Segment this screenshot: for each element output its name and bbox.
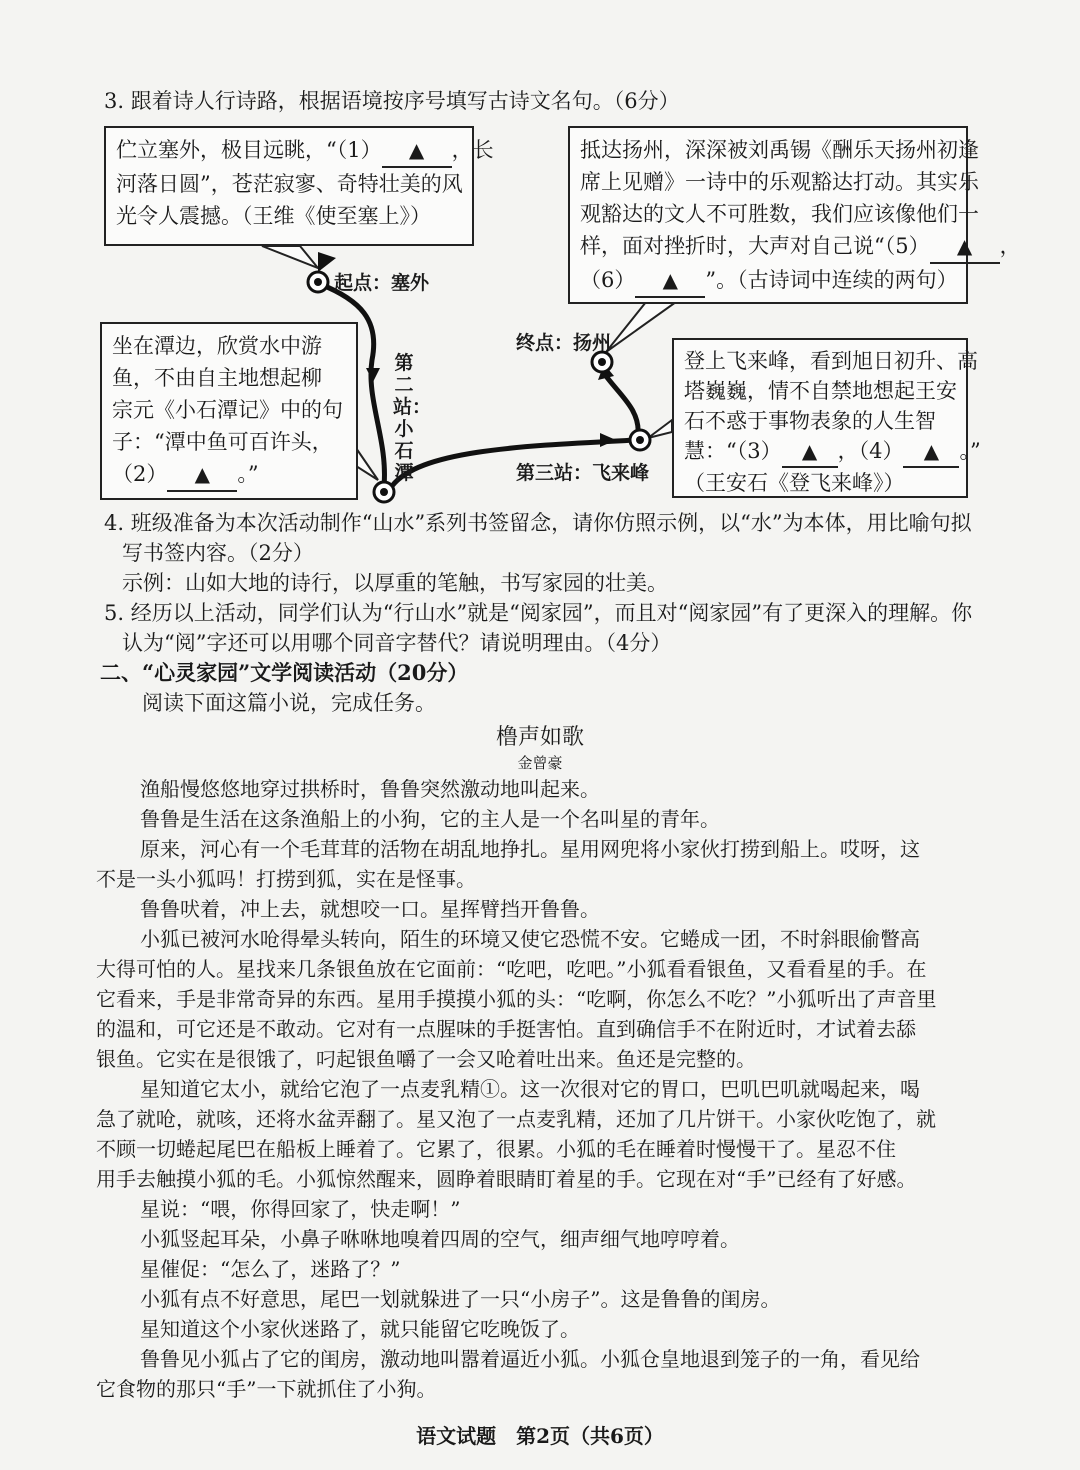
box3-pointer bbox=[356, 448, 378, 480]
box3-line4: 子：“潭中鱼可百许头， bbox=[112, 430, 333, 454]
answer-blank-4[interactable]: ▲ bbox=[903, 436, 959, 468]
box2-line3: 观豁达的文人不可胜数，我们应该像他们一 bbox=[580, 202, 979, 226]
answer-blank-6[interactable]: ▲ bbox=[635, 264, 705, 298]
label-second-stop: 第二站：小石潭 bbox=[393, 352, 432, 484]
answer-blank-2[interactable]: ▲ bbox=[167, 458, 237, 492]
story-line: 鲁鲁吠着，冲上去，就想咬一口。星挥臂挡开鲁鲁。 bbox=[140, 897, 600, 921]
story-line: 不是一头小狐吗！打捞到狐，实在是怪事。 bbox=[96, 867, 476, 891]
story-line: 急了就呛，就咳，还将水盆弄翻了。星又泡了一点麦乳精，还加了几片饼干。小家伙吃饱了，就 bbox=[96, 1107, 936, 1131]
story-line: 用手去触摸小狐的毛。小狐惊然醒来，圆睁着眼睛盯着星的手。它现在对“手”已经有了好感。 bbox=[96, 1167, 917, 1191]
story-line: 的温和，可它还是不敢动。它对有一点腥味的手挺害怕。直到确信手不在附近时，才试着去舔 bbox=[96, 1017, 916, 1041]
box3-line3: 宗元《小石潭记》中的句 bbox=[112, 398, 343, 422]
box3-line1: 坐在潭边，欣赏水中游 bbox=[112, 334, 322, 358]
story-line: 小狐已被河水呛得晕头转向，陌生的环境又使它恐慌不安。它蜷成一团，不时斜眼偷瞥高 bbox=[140, 927, 920, 951]
box-liuyuxi: 抵达扬州，深深被刘禹锡《酬乐天扬州初逢 席上见赠》一诗中的乐观豁达打动。其实乐 观豁达的文人不可胜数，我们应该像他们一 样，面对挫折时，大声对自己说“（5） ▲ ， （6） ▲ ”。（古诗词中连续的两句） bbox=[568, 126, 968, 304]
answer-blank-1[interactable]: ▲ bbox=[382, 134, 452, 168]
box-wangwei bbox=[104, 126, 494, 246]
story-line: 鲁鲁是生活在这条渔船上的小狗，它的主人是一个名叫星的青年。 bbox=[140, 807, 720, 831]
box2-pointer bbox=[606, 302, 676, 352]
story-line: 不顾一切蜷起尾巴在船板上睡着了。它累了，很累。小狐的毛在睡着时慢慢干了。星忍不住 bbox=[96, 1137, 896, 1161]
box2-line5-end: ”。（古诗词中连续的两句） bbox=[705, 268, 958, 292]
question-5-line2: 认为“阅”字还可以用哪个同音字替代？请说明理由。（4分） bbox=[122, 631, 672, 655]
second-stop-marker-icon bbox=[374, 482, 394, 502]
box1-text-b: ，长 bbox=[451, 138, 494, 162]
question-4-line1: 4. 班级准备为本次活动制作“山水”系列书签留念，请你仿照示例，以“水”为本体，用比喻句拟 bbox=[104, 511, 972, 535]
box4-line1: 登上飞来峰，看到旭日初升、高 bbox=[684, 349, 978, 373]
page-footer: 语文试题 第2页（共6页） bbox=[416, 1424, 664, 1448]
box4-pointer bbox=[648, 420, 672, 438]
question-3-title: 3. 跟着诗人行诗路，根据语境按序号填写古诗文名句。（6分） bbox=[104, 89, 680, 113]
start-marker-icon bbox=[308, 252, 336, 292]
label-third-stop: 第三站：飞来峰 bbox=[516, 462, 650, 484]
story-line: 大得可怕的人。星找来几条银鱼放在它面前：“吃吧，吃吧。”小狐看看银鱼，又看看星的手。在 bbox=[96, 957, 927, 981]
route-arrow-2 bbox=[600, 433, 616, 447]
story-author: 金曾豪 bbox=[517, 754, 563, 772]
label-start: 起点：塞外 bbox=[334, 272, 430, 294]
story-line: 渔船慢悠悠地穿过拱桥时，鲁鲁突然激动地叫起来。 bbox=[140, 777, 600, 801]
section-2-instruction: 阅读下面这篇小说，完成任务。 bbox=[142, 691, 436, 715]
answer-blank-3[interactable]: ▲ bbox=[782, 436, 838, 468]
story-line: 星知道这个小家伙迷路了，就只能留它吃晚饭了。 bbox=[140, 1317, 580, 1341]
question-5-line1: 5. 经历以上活动，同学们认为“行山水”就是“阅家园”，而且对“阅家园”有了更深入的理解。你 bbox=[104, 601, 973, 625]
story-line: 它食物的那只“手”一下就抓住了小狗。 bbox=[96, 1377, 437, 1401]
box1-line3: 光令人震撼。（王维《使至塞上》） bbox=[116, 204, 431, 228]
box4-line3: 石不惑于事物表象的人生智 bbox=[684, 409, 936, 433]
story-line: 小狐有点不好意思，尾巴一划就躲进了一只“小房子”。这是鲁鲁的闺房。 bbox=[140, 1287, 781, 1311]
box1-text-a: 伫立塞外，极目远眺，“（1） bbox=[116, 138, 382, 162]
box2-line4: 样，面对挫折时，大声对自己说“（5） bbox=[580, 234, 930, 258]
story-title: 橹声如歌 bbox=[495, 725, 584, 750]
story-line: 小狐竖起耳朵，小鼻子咻咻地嗅着四周的空气，细声细气地哼哼着。 bbox=[140, 1227, 740, 1251]
third-stop-marker-icon bbox=[630, 430, 650, 450]
story-line: 它看来，手是非常奇异的东西。星用手摸摸小狐的头：“吃啊，你怎么不吃？”小狐听出了声音里 bbox=[96, 987, 937, 1011]
box1-pointer bbox=[262, 246, 318, 268]
story-line: 星催促：“怎么了，迷路了？” bbox=[140, 1257, 401, 1281]
box-xiaoshitan: 坐在潭边，欣赏水中游 鱼，不由自主地想起柳 宗元《小石潭记》中的句 子：“潭中鱼可百许头， （2） ▲ 。” bbox=[100, 322, 358, 500]
box-feilaifeng: 登上飞来峰，看到旭日初升、高 塔巍巍，情不自禁地想起王安 石不惑于事物表象的人生智 慧：“（3） ▲ ，（4） ▲ 。” （王安石《登飞来峰》） bbox=[672, 338, 968, 498]
label-end: 终点：扬州 bbox=[516, 332, 612, 354]
route-arrow-1 bbox=[366, 368, 380, 382]
box1-line2: 河落日圆”，苍茫寂寥、奇特壮美的风 bbox=[116, 172, 463, 196]
route-third-to-end bbox=[606, 376, 638, 434]
story-line: 银鱼。它实在是很饿了，叼起银鱼嚼了一会又呛着吐出来。鱼还是完整的。 bbox=[96, 1047, 756, 1071]
box2-line1: 抵达扬州，深深被刘禹锡《酬乐天扬州初逢 bbox=[580, 138, 979, 162]
box4-line5: （王安石《登飞来峰》） bbox=[684, 471, 905, 495]
answer-blank-5[interactable]: ▲ bbox=[930, 230, 1000, 264]
story-line: 鲁鲁见小狐占了它的闺房，激动地叫嚣着逼近小狐。小狐仓皇地退到笼子的一角，看见给 bbox=[140, 1347, 920, 1371]
question-4-example: 示例：山如大地的诗行，以厚重的笔触，书写家园的壮美。 bbox=[122, 571, 668, 595]
box2-line2: 席上见赠》一诗中的乐观豁达打动。其实乐 bbox=[580, 170, 979, 194]
story-line: 星说：“喂，你得回家了，快走啊！” bbox=[140, 1197, 461, 1221]
box3-line2: 鱼，不由自主地想起柳 bbox=[112, 366, 322, 390]
story-line: 星知道它太小，就给它泡了一点麦乳精①。这一次很对它的胃口，巴叽巴叽就喝起来，喝 bbox=[140, 1077, 920, 1101]
story-line: 原来，河心有一个毛茸茸的活物在胡乱地挣扎。星用网兜将小家伙打捞到船上。哎呀，这 bbox=[140, 837, 920, 861]
end-marker-icon bbox=[592, 352, 612, 372]
question-4-line2: 写书签内容。（2分） bbox=[122, 541, 314, 565]
section-2-heading: 二、“心灵家园”文学阅读活动（20分） bbox=[100, 660, 469, 685]
box4-line2: 塔巍巍，情不自禁地想起王安 bbox=[684, 379, 957, 403]
